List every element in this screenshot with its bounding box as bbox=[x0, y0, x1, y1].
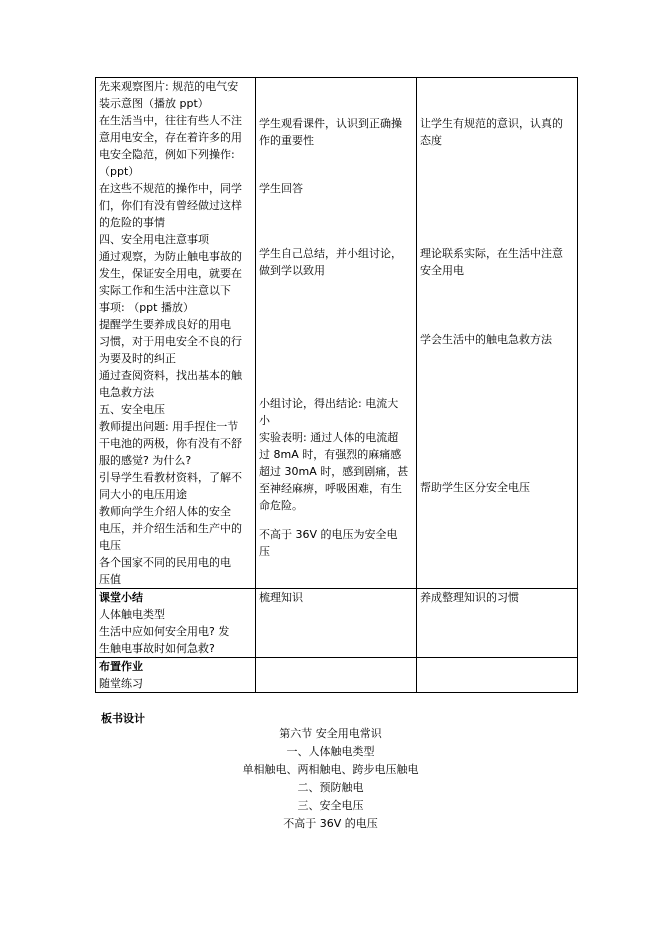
table-row bbox=[96, 658, 578, 693]
summary-student-cell bbox=[256, 589, 417, 658]
text-line: 压值 bbox=[99, 573, 121, 586]
text-line: 五、安全电压 bbox=[99, 403, 165, 416]
text-line: 装示意图（播放 ppt） bbox=[99, 97, 209, 110]
text-line: 电压 bbox=[99, 539, 121, 552]
text-line: 各个国家不同的民用电的电 bbox=[99, 556, 231, 569]
text-line: 让学生有规范的意识，认真的 bbox=[420, 117, 563, 130]
text-line: 压 bbox=[259, 545, 270, 558]
table-row bbox=[96, 78, 578, 589]
text-line: 养成整理知识的习惯 bbox=[420, 591, 519, 604]
text-line: （ppt） bbox=[99, 165, 140, 178]
board-line: 单相触电、两相触电、跨步电压触电 bbox=[242, 763, 419, 776]
text-line: 作的重要性 bbox=[259, 134, 314, 147]
text-line: 意用电安全，存在着许多的用 bbox=[99, 131, 242, 144]
text-line: 生触电事故时如何急救? bbox=[99, 642, 215, 655]
student-activity-cell bbox=[256, 78, 417, 589]
text-line: 通过查阅资料，找出基本的触 bbox=[99, 369, 242, 382]
table-row bbox=[96, 589, 578, 658]
text-line: 引导学生看教材资料，了解不 bbox=[99, 471, 242, 484]
text-line: 梳理知识 bbox=[259, 591, 303, 604]
text-line: 教师提出问题: 用手捏住一节 bbox=[99, 420, 239, 433]
text-line: 命危险。 bbox=[259, 499, 303, 512]
text-line: 至神经麻痹，呼吸困难，有生 bbox=[259, 482, 402, 495]
text-line: 四、安全用电注意事项 bbox=[99, 233, 209, 246]
text-line: 先来观察图片: 规范的电气安 bbox=[99, 80, 239, 93]
text-line: 实际工作和生活中注意以下 bbox=[99, 284, 231, 297]
text-line: 电急救方法 bbox=[99, 386, 154, 399]
text-line: 帮助学生区分安全电压 bbox=[420, 481, 530, 494]
text-line: 安全用电 bbox=[420, 264, 464, 277]
text-line: 超过 30mA 时，感到剧痛，甚 bbox=[259, 465, 409, 478]
text-line: 做到学以致用 bbox=[259, 264, 325, 277]
text-line: 发生，保证安全用电，就要在 bbox=[99, 267, 242, 280]
text-line: 态度 bbox=[420, 134, 442, 147]
text-line: 学会生活中的触电急救方法 bbox=[420, 333, 552, 346]
summary-cell bbox=[96, 589, 256, 658]
empty-cell bbox=[417, 658, 578, 693]
text-line: 在这些不规范的操作中，同学 bbox=[99, 182, 242, 195]
text-line: 通过观察，为防止触电事故的 bbox=[99, 250, 242, 263]
text-line: 人体触电类型 bbox=[99, 608, 165, 621]
text-line: 学生回答 bbox=[259, 182, 303, 195]
board-line: 三、安全电压 bbox=[297, 799, 364, 812]
board-line: 一、人体触电类型 bbox=[286, 745, 375, 758]
text-line: 学生自己总结，并小组讨论， bbox=[259, 247, 402, 260]
empty-cell bbox=[256, 658, 417, 693]
text-line: 电压，并介绍生活和生产中的 bbox=[99, 522, 242, 535]
text-line: 为要及时的纠正 bbox=[99, 352, 176, 365]
text-line: 提醒学生要养成良好的用电 bbox=[99, 318, 231, 331]
text-line: 电安全隐范，例如下列操作: bbox=[99, 148, 235, 161]
text-line: 在生活当中，往往有些人不注 bbox=[99, 114, 242, 127]
text-line: 同大小的电压用途 bbox=[99, 488, 187, 501]
board-design-title: 板书设计 bbox=[101, 712, 145, 725]
summary-intent-cell bbox=[417, 589, 578, 658]
board-line: 二、预防触电 bbox=[297, 781, 364, 794]
text-line: 随堂练习 bbox=[99, 677, 143, 690]
text-line: 服的感觉? 为什么? bbox=[99, 454, 192, 467]
text-line: 习惯，对于用电安全不良的行 bbox=[99, 335, 242, 348]
text-line: 理论联系实际，在生活中注意 bbox=[420, 247, 563, 260]
text-line: 过 8mA 时，有强烈的麻痛感 bbox=[259, 448, 402, 461]
section-heading: 课堂小结 bbox=[99, 591, 143, 604]
text-line: 小 bbox=[259, 414, 270, 427]
text-line: 生活中应如何安全用电? 发 bbox=[99, 625, 230, 638]
board-line: 不高于 36V 的电压 bbox=[283, 817, 378, 830]
board-line: 第六节 安全用电常识 bbox=[279, 727, 382, 740]
teacher-activity-cell bbox=[96, 78, 256, 589]
text-line: 干电池的两极，你有没有不舒 bbox=[99, 437, 242, 450]
text-line: 的危险的事情 bbox=[99, 216, 165, 229]
section-heading: 布置作业 bbox=[99, 660, 143, 673]
text-line: 实验表明: 通过人体的电流超 bbox=[259, 431, 399, 444]
text-line: 教师向学生介绍人体的安全 bbox=[99, 505, 231, 518]
lesson-plan-table bbox=[95, 77, 578, 693]
design-intent-cell bbox=[417, 78, 578, 589]
homework-cell bbox=[96, 658, 256, 693]
text-line: 事项: （ppt 播放） bbox=[99, 301, 194, 314]
text-line: 学生观看课件，认识到正确操 bbox=[259, 117, 402, 130]
text-line: 不高于 36V 的电压为安全电 bbox=[259, 528, 398, 541]
text-line: 小组讨论，得出结论: 电流大 bbox=[259, 397, 399, 410]
text-line: 们，你们有没有曾经做过这样 bbox=[99, 199, 242, 212]
